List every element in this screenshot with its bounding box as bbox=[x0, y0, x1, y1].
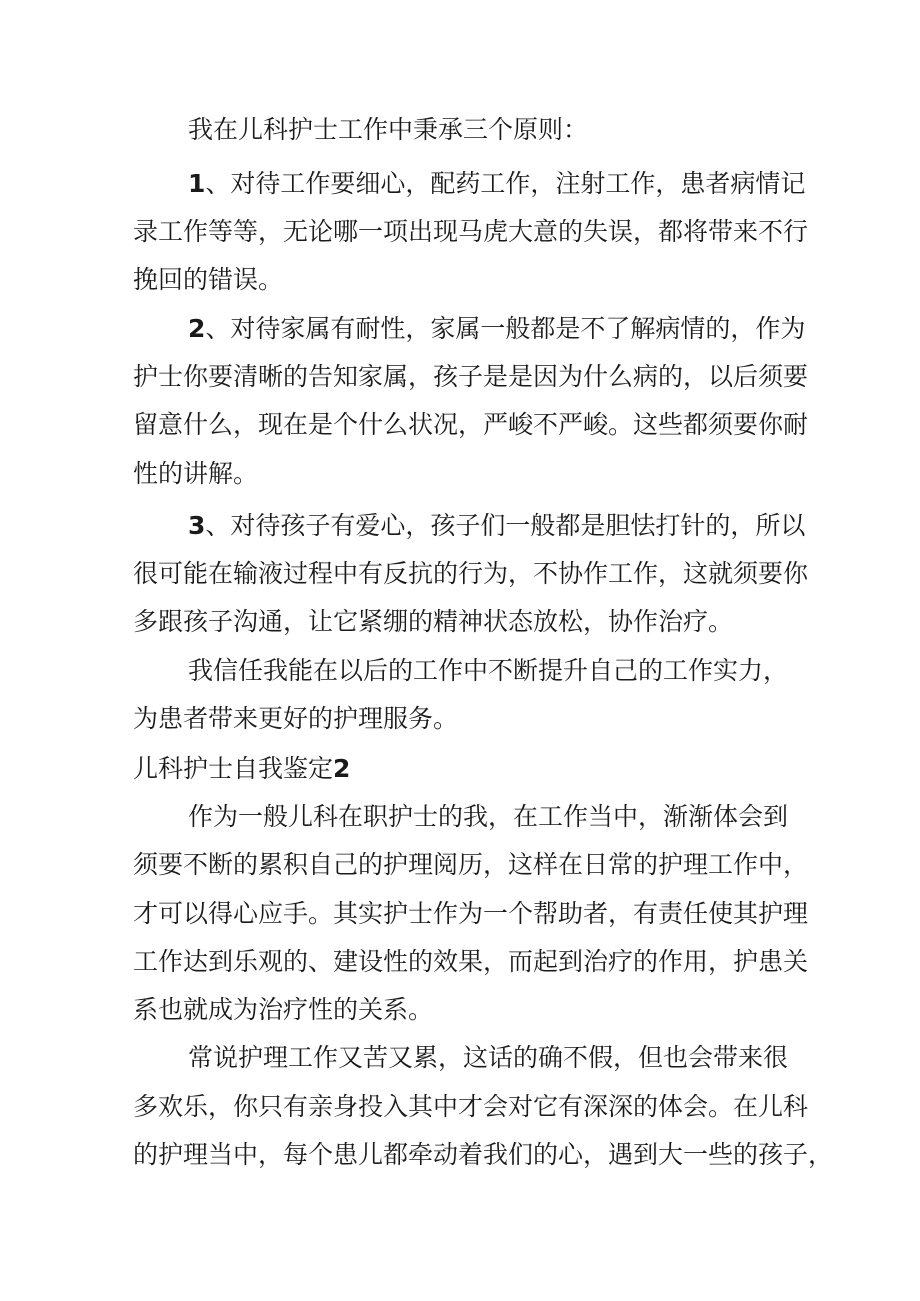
principle-1-line bbox=[188, 167, 805, 201]
text-line: 多跟孩子沟通，让它紧绷的精神状态放松，协作治疗。 bbox=[133, 607, 734, 636]
heading-number: 2 bbox=[333, 754, 351, 783]
principle-3-line bbox=[188, 509, 805, 543]
principle-text: 、对待工作要细心，配药工作，注射工作，患者病情记 bbox=[205, 169, 806, 198]
principle-number: 1 bbox=[188, 169, 206, 198]
text-line: 很可能在输液过程中有反抗的行为，不协作工作，这就须要你 bbox=[133, 559, 809, 588]
text-line: 工作达到乐观的、建设性的效果，而起到治疗的作用，护患关 bbox=[133, 947, 809, 976]
principle-2-line bbox=[188, 312, 805, 346]
paragraph-section2: 作为一般儿科在职护士的我，在工作当中，渐渐体会到 bbox=[188, 802, 789, 831]
text-line: 须要不断的累积自己的护理阅历，这样在日常的护理工作中， bbox=[133, 850, 809, 879]
section-heading bbox=[133, 752, 350, 786]
text-line: 系也就成为治疗性的关系。 bbox=[133, 995, 434, 1024]
text-line: 留意什么，现在是个什么状况，严峻不严峻。这些都须要你耐 bbox=[133, 410, 809, 439]
paragraph-intro: 我在儿科护士工作中秉承三个原则： bbox=[188, 115, 589, 144]
text-line: 挽回的错误。 bbox=[133, 265, 284, 294]
text-line: 性的讲解。 bbox=[133, 459, 259, 488]
text-line: 为患者带来更好的护理服务。 bbox=[133, 704, 459, 733]
principle-number: 3 bbox=[188, 511, 206, 540]
text-line: 录工作等等，无论哪一项出现马虎大意的失误，都将带来不行 bbox=[133, 217, 809, 246]
text-line: 的护理当中，每个患儿都牵动着我们的心，遇到大一些的孩子， bbox=[133, 1140, 834, 1169]
heading-text: 儿科护士自我鉴定 bbox=[133, 754, 334, 783]
principle-text: 、对待家属有耐性，家属一般都是不了解病情的，作为 bbox=[205, 314, 806, 343]
principle-text: 、对待孩子有爱心，孩子们一般都是胆怯打针的，所以 bbox=[205, 511, 806, 540]
text-line: 多欢乐，你只有亲身投入其中才会对它有深深的体会。在儿科 bbox=[133, 1092, 809, 1121]
paragraph-conclusion: 我信任我能在以后的工作中不断提升自己的工作实力， bbox=[188, 656, 789, 685]
text-line: 才可以得心应手。其实护士作为一个帮助者，有责任使其护理 bbox=[133, 899, 809, 928]
principle-number: 2 bbox=[188, 314, 206, 343]
paragraph-work: 常说护理工作又苦又累，这话的确不假，但也会带来很 bbox=[188, 1043, 789, 1072]
text-line: 护士你要清晰的告知家属，孩子是是因为什么病的，以后须要 bbox=[133, 362, 809, 391]
